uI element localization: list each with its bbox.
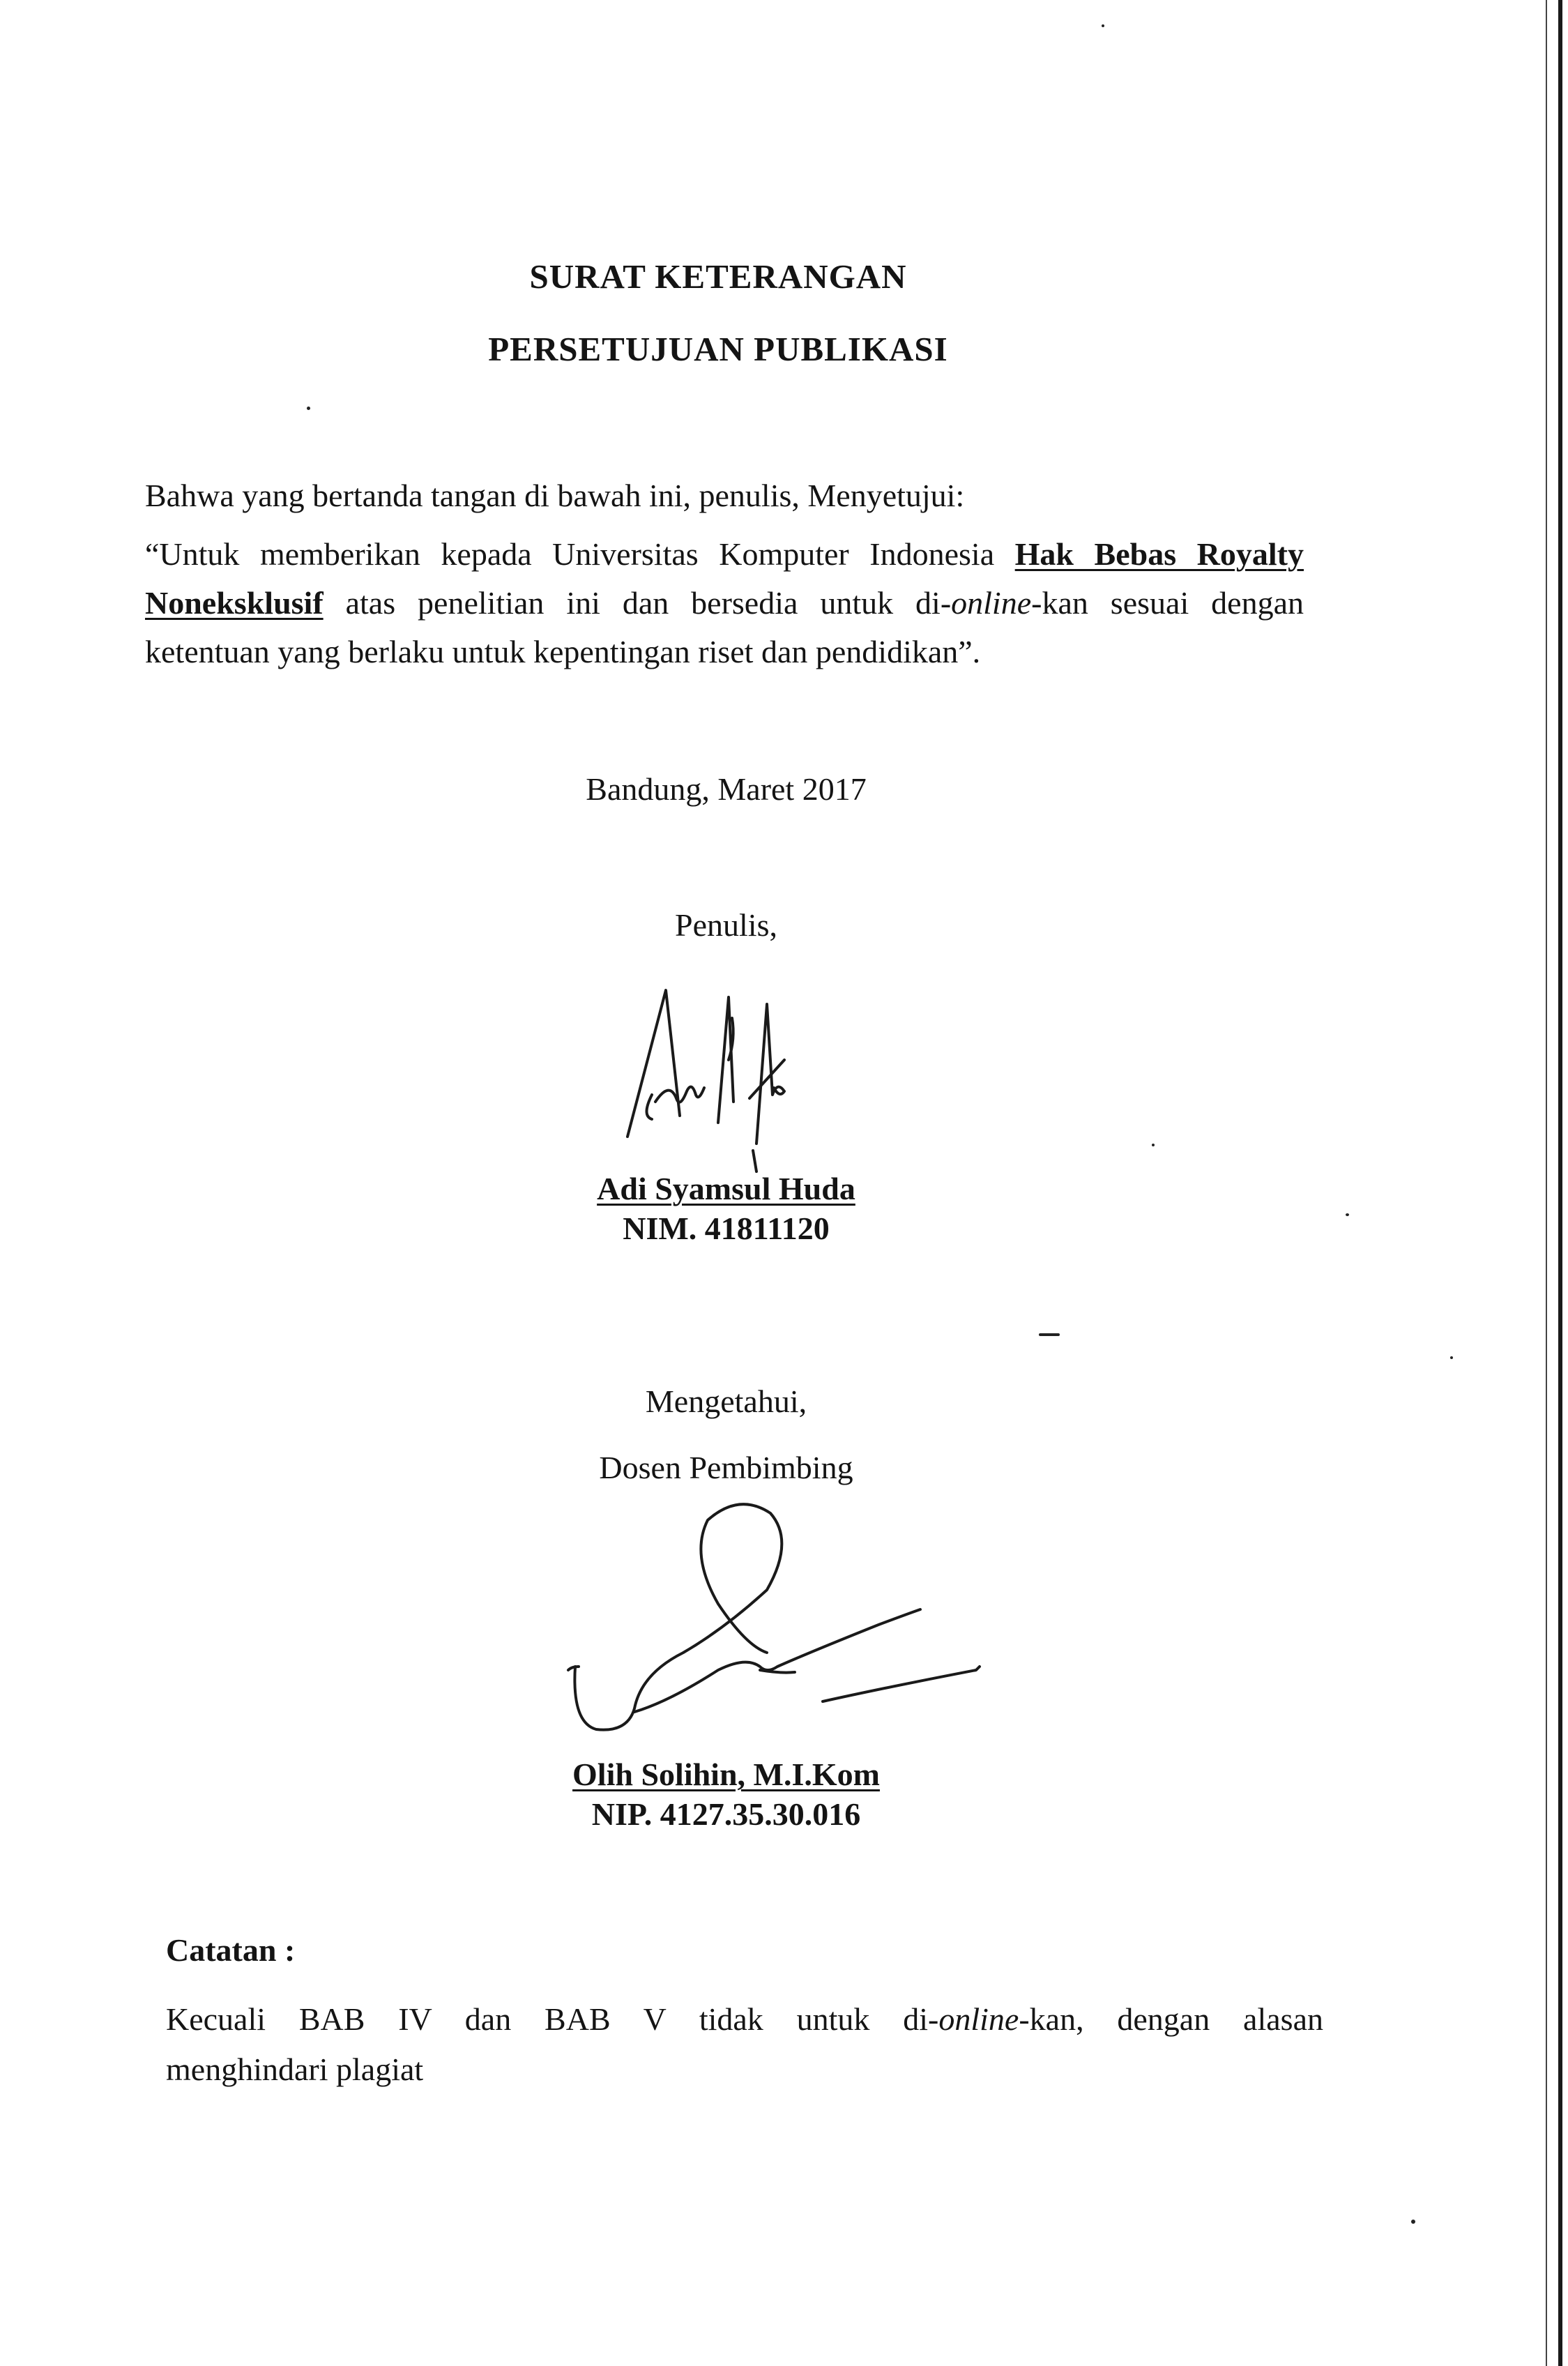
author-name: Adi Syamsul Huda [597, 1171, 855, 1206]
note-label: Catatan : [166, 1932, 296, 1968]
author-signature [614, 976, 823, 1178]
scan-speck [1039, 1333, 1060, 1336]
note-text [166, 1994, 1323, 2095]
scan-speck [1411, 2220, 1415, 2224]
place-date: Bandung, Maret 2017 [586, 771, 867, 807]
scan-speck [1450, 1356, 1453, 1359]
consent-statement [145, 530, 1304, 676]
advisor-id-number: NIP. 4127.35.30.016 [591, 1796, 861, 1832]
document-subtitle: PERSETUJUAN PUBLIKASI [488, 330, 948, 368]
rights-highlight: Hak Bebas Royalty [1014, 536, 1304, 572]
advisor-name: Olih Solihin, M.I.Kom [572, 1757, 880, 1792]
author-id-number: NIM. 41811120 [623, 1211, 830, 1246]
rights-highlight-2: Noneksklusif [145, 585, 324, 621]
document-title: SURAT KETERANGAN [529, 257, 907, 296]
scan-speck [1152, 1144, 1155, 1146]
advisor-role: Dosen Pembimbing [599, 1450, 853, 1485]
intro-paragraph: Bahwa yang bertanda tangan di bawah ini, penulis, Menyetujui: [145, 478, 965, 513]
acknowledge-label: Mengetahui, [645, 1383, 807, 1419]
consent-line-2: Noneksklusif atas penelitian ini dan bersedia untuk di-online-kan sesuai dengan [145, 585, 1304, 621]
scan-edge [1558, 0, 1562, 2366]
consent-line-3: ketentuan yang berlaku untuk kepentingan riset dan pendidikan”. [145, 634, 981, 669]
note-line-1: Kecuali BAB IV dan BAB V tidak untuk di-online-kan, dengan alasan [166, 2001, 1323, 2037]
scan-speck [307, 407, 310, 410]
scan-speck [1346, 1213, 1349, 1216]
scan-edge-line [1546, 0, 1547, 2366]
note-line-2: menghindari plagiat [166, 2052, 424, 2087]
consent-line-1: “Untuk memberikan kepada Universitas Komputer Indonesia Hak Bebas Royalty [145, 536, 1304, 572]
scan-speck [1102, 24, 1104, 27]
author-role: Penulis, [675, 907, 777, 943]
advisor-signature [558, 1499, 1004, 1764]
